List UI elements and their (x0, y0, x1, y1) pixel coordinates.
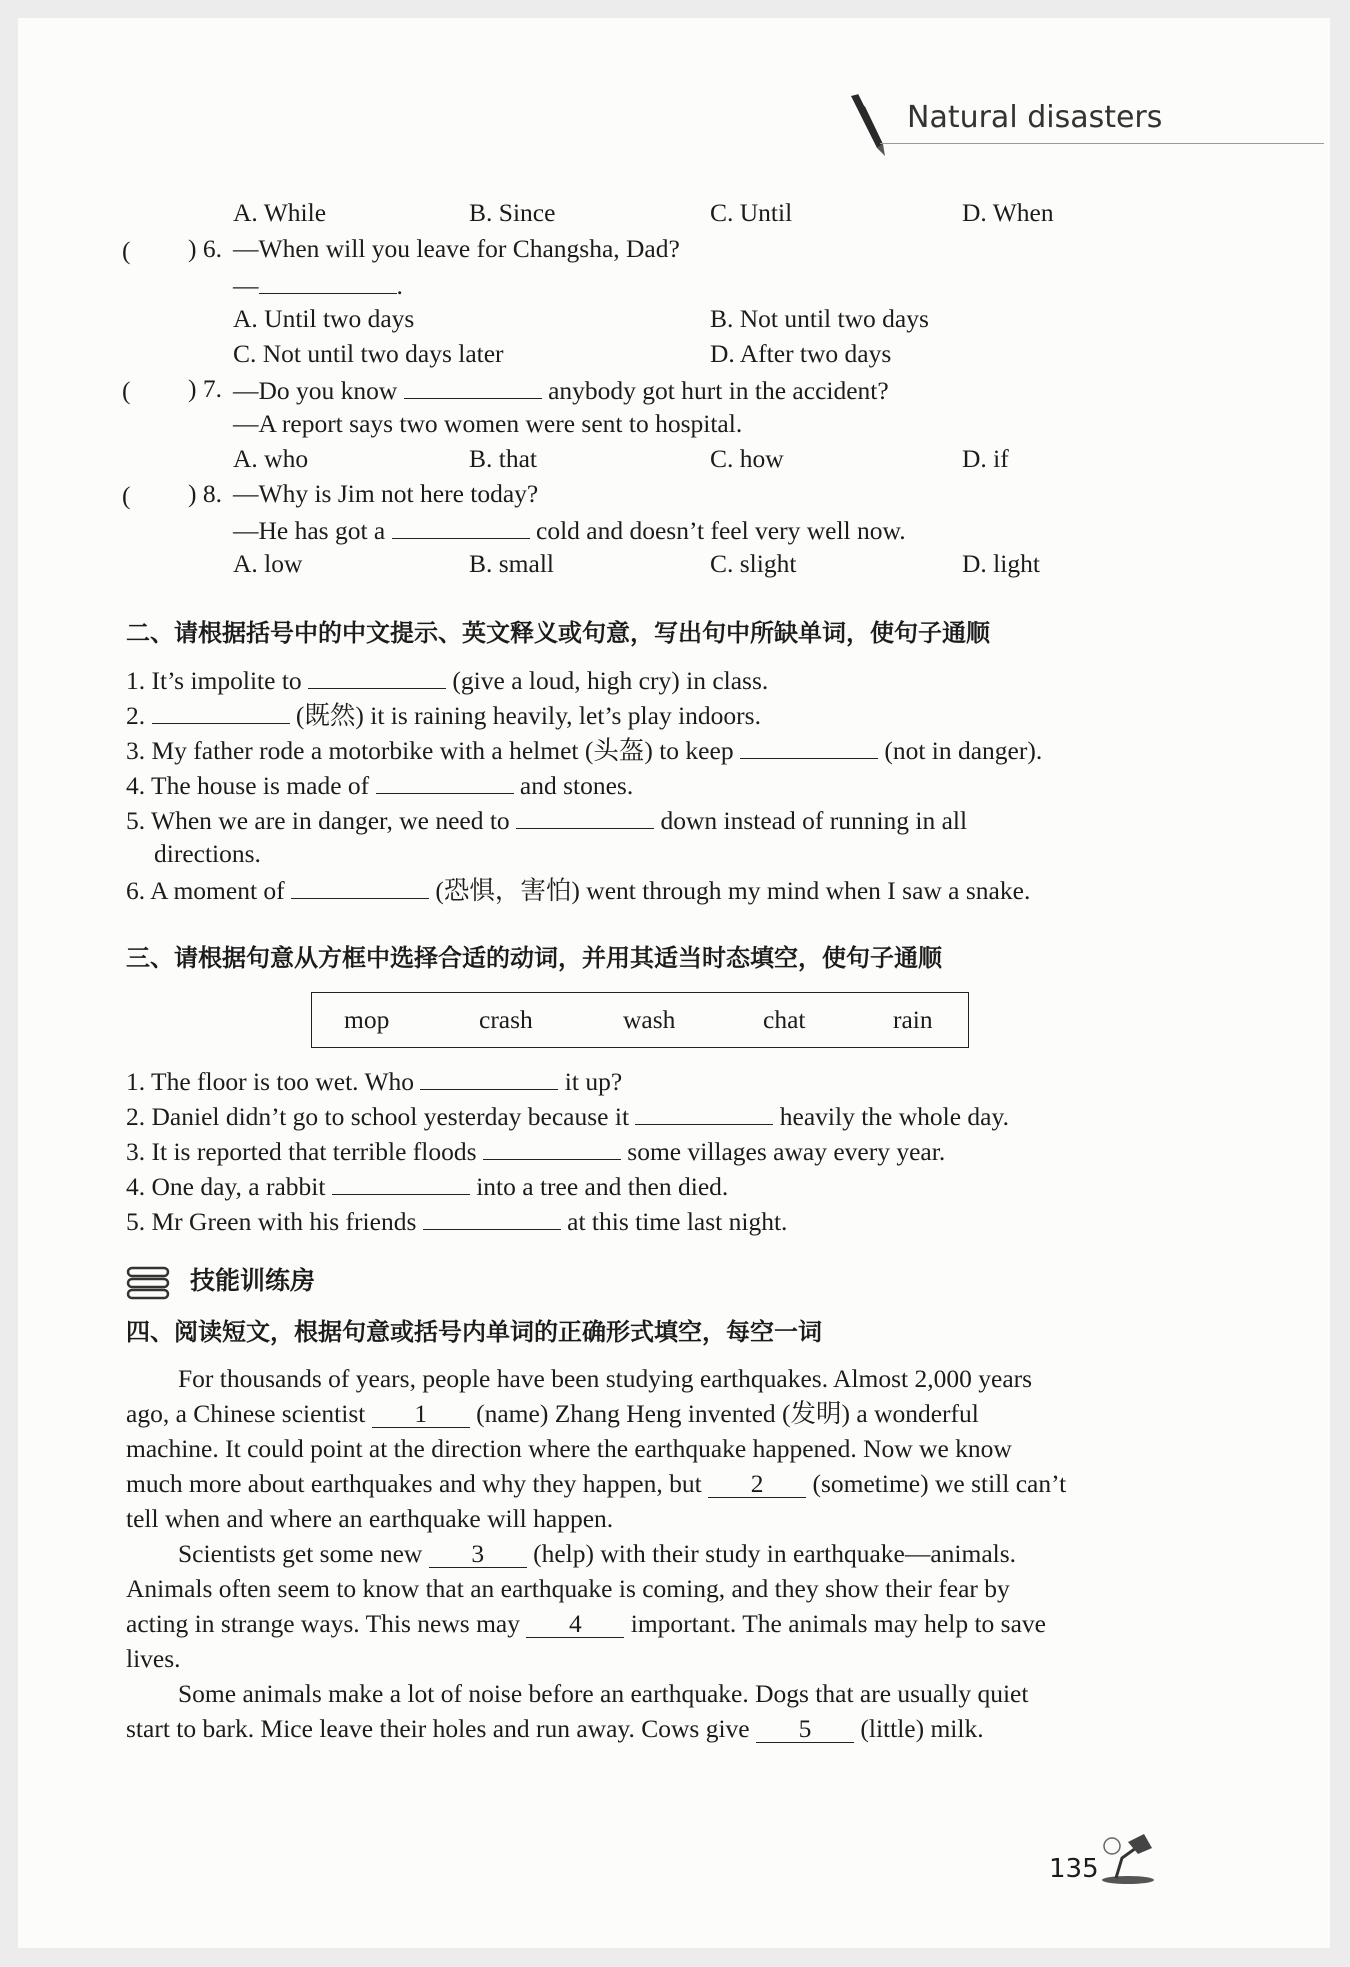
blank-3[interactable]: 3 (429, 1541, 527, 1568)
sec3-item-4: 4. One day, a rabbit into a tree and then died. (126, 1172, 729, 1201)
q8-option-d: D. light (962, 549, 1040, 578)
passage-line-5: tell when and where an earthquake will happen. (126, 1504, 614, 1533)
passage-line-1: For thousands of years, people have been studying earthquakes. Almost 2,000 years (178, 1364, 1033, 1393)
q6-option-b: B. Not until two days (710, 304, 929, 333)
passage-line-8: acting in strange ways. This news may 4 important. The animals may help to save (126, 1609, 1046, 1638)
q7-option-a: A. who (233, 444, 309, 473)
blank-1[interactable]: 1 (372, 1401, 470, 1428)
q6-number: ) 6. (188, 234, 222, 263)
passage-line-10: Some animals make a lot of noise before an earthquake. Dogs that are usually quiet (178, 1679, 1029, 1708)
q8-stem: —Why is Jim not here today? (233, 479, 539, 508)
q7-stem: —Do you know anybody got hurt in the accident? (233, 376, 889, 405)
word-rain: rain (893, 1005, 933, 1034)
q7-number: ) 7. (188, 374, 222, 403)
passage-line-3: machine. It could point at the direction where the earthquake happened. Now we know (126, 1434, 1012, 1463)
q5-option-b: B. Since (469, 198, 556, 227)
section-2-title: 二、请根据括号中的中文提示、英文释义或句意，写出句中所缺单词，使句子通顺 (126, 619, 990, 647)
sec3-item-1: 1. The floor is too wet. Who it up? (126, 1067, 623, 1096)
word-chat: chat (763, 1005, 806, 1034)
sec3-item-5: 5. Mr Green with his friends at this time last night. (126, 1207, 788, 1236)
sec2-item-5: 5. When we are in danger, we need to down instead of running in all (126, 806, 968, 835)
q7-option-c: C. how (710, 444, 784, 473)
q5-option-a: A. While (233, 198, 327, 227)
pen-icon (845, 92, 895, 162)
q5-option-c: C. Until (710, 198, 793, 227)
q6-answer-paren[interactable]: ( (122, 236, 131, 265)
q7-option-d: D. if (962, 444, 1009, 473)
q5-option-d: D. When (962, 198, 1054, 227)
sec3-item-2: 2. Daniel didn’t go to school yesterday because it heavily the whole day. (126, 1102, 1009, 1131)
page-number: 135 (1049, 1854, 1099, 1884)
header-rule (880, 143, 1324, 144)
books-icon (126, 1264, 170, 1302)
q8-option-a: A. low (233, 549, 303, 578)
q6-answer-line: — . (233, 271, 403, 300)
passage-line-2: ago, a Chinese scientist 1 (name) Zhang Heng invented (发明) a wonderful (126, 1399, 979, 1428)
chapter-title: Natural disasters (907, 100, 1163, 135)
q6-option-d: D. After two days (710, 339, 892, 368)
q7-option-b: B. that (469, 444, 537, 473)
sec2-item-2: 2. (既然) it is raining heavily, let’s play indoors. (126, 701, 761, 730)
blank-5[interactable]: 5 (756, 1716, 854, 1743)
sec2-item-6: 6. A moment of (恐惧，害怕) went through my mind when I saw a snake. (126, 876, 1031, 905)
blank-2[interactable]: 2 (708, 1471, 806, 1498)
q8-reply: —He has got a cold and doesn’t feel very well now. (233, 516, 906, 545)
sec3-item-3: 3. It is reported that terrible floods some villages away every year. (126, 1137, 946, 1166)
desk-lamp-icon (1098, 1828, 1160, 1886)
passage-line-4: much more about earthquakes and why they happen, but 2 (sometime) we still can’t (126, 1469, 1067, 1498)
passage-line-11: start to bark. Mice leave their holes and run away. Cows give 5 (little) milk. (126, 1714, 984, 1743)
q8-option-c: C. slight (710, 549, 797, 578)
skill-section-title: 技能训练房 (190, 1266, 316, 1295)
q8-option-b: B. small (469, 549, 555, 578)
passage-line-6: Scientists get some new 3 (help) with their study in earthquake—animals. (178, 1539, 1017, 1568)
q7-answer-paren[interactable]: ( (122, 376, 131, 405)
q8-number: ) 8. (188, 479, 222, 508)
sec2-item-1: 1. It’s impolite to (give a loud, high cry) in class. (126, 666, 769, 695)
sec2-item-4: 4. The house is made of and stones. (126, 771, 634, 800)
q8-answer-paren[interactable]: ( (122, 481, 131, 510)
section-3-title: 三、请根据句意从方框中选择合适的动词，并用其适当时态填空，使句子通顺 (126, 944, 942, 972)
workbook-page (18, 18, 1330, 1948)
blank-4[interactable]: 4 (526, 1611, 624, 1638)
q7-reply: —A report says two women were sent to hospital. (233, 409, 743, 438)
q6-stem: —When will you leave for Changsha, Dad? (233, 234, 680, 263)
word-box (311, 992, 969, 1048)
passage-line-7: Animals often seem to know that an earthquake is coming, and they show their fear by (126, 1574, 1010, 1603)
section-4-title: 四、阅读短文，根据句意或括号内单词的正确形式填空，每空一词 (126, 1318, 822, 1346)
word-crash: crash (479, 1005, 533, 1034)
q6-option-a: A. Until two days (233, 304, 415, 333)
word-mop: mop (344, 1005, 390, 1034)
sec2-item-5-cont: directions. (154, 839, 261, 868)
q6-option-c: C. Not until two days later (233, 339, 504, 368)
sec2-item-3: 3. My father rode a motorbike with a helmet (头盔) to keep (not in danger). (126, 736, 1043, 765)
passage-line-9: lives. (126, 1644, 181, 1673)
word-wash: wash (623, 1005, 676, 1034)
